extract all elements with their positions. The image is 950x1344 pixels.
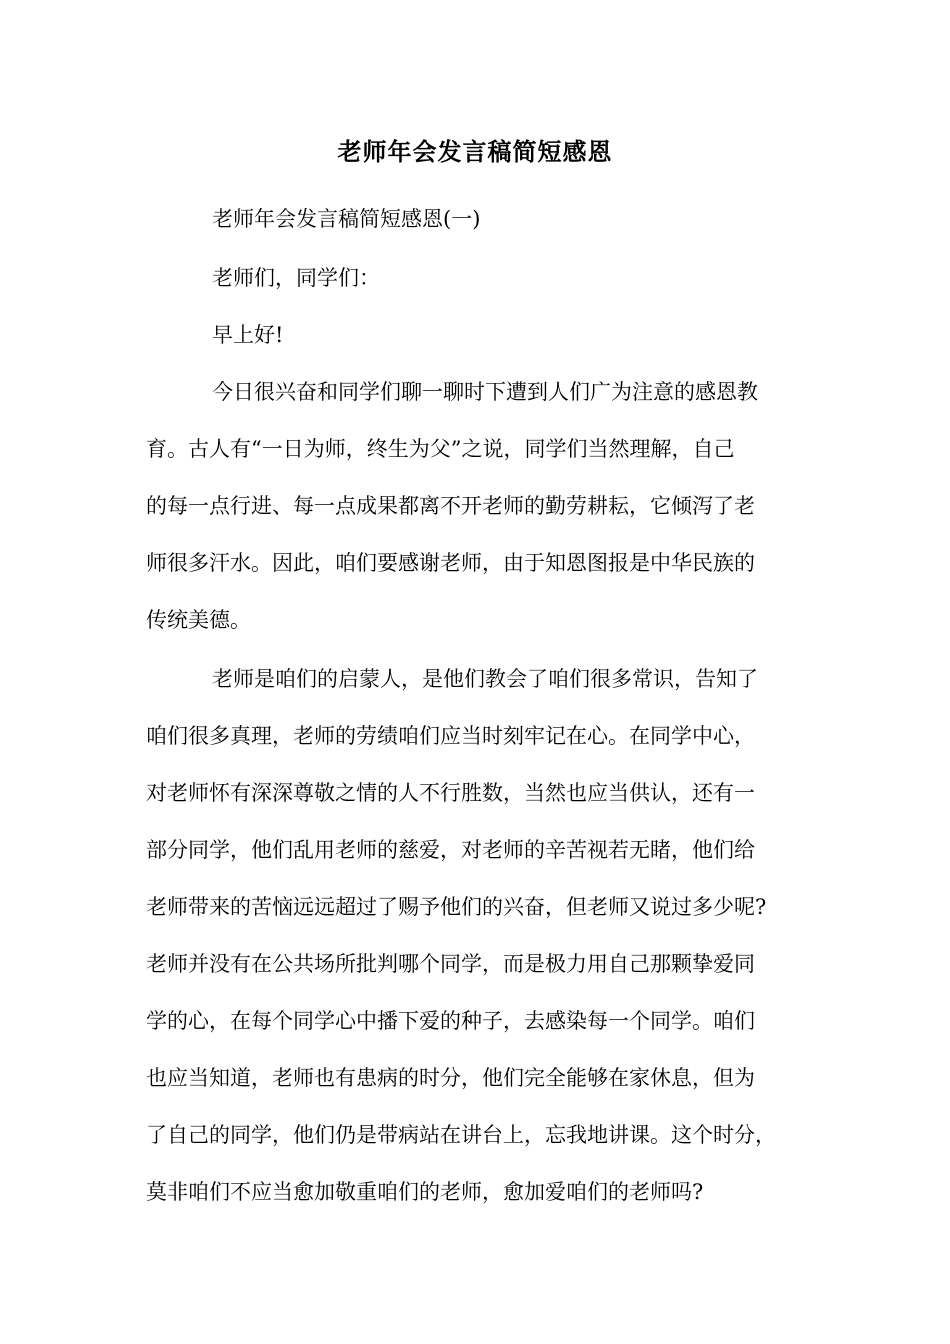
paragraph1-line: 今日很兴奋和同学们聊一聊时下遭到人们广为注意的感恩教 xyxy=(212,380,758,404)
paragraph2-line: 莫非咱们不应当愈加敬重咱们的老师，愈加爱咱们的老师吗? xyxy=(146,1180,704,1204)
paragraph2-line: 咱们很多真理，老师的劳绩咱们应当时刻牢记在心。在同学中心， xyxy=(146,724,755,748)
paragraph2-line: 了自己的同学，他们仍是带病站在讲台上，忘我地讲课。这个时分， xyxy=(146,1123,776,1147)
paragraph2-line: 学的心，在每个同学心中播下爱的种子，去感染每一个同学。咱们 xyxy=(146,1009,755,1033)
paragraph2-line: 部分同学，他们乱用老师的慈爱，对老师的辛苦视若无睹，他们给 xyxy=(146,838,755,862)
paragraph2-line: 也应当知道，老师也有患病的时分，他们完全能够在家休息，但为 xyxy=(146,1066,755,1090)
paragraph1-line: 育。古人有“一日为师，终生为父”之说，同学们当然理解，自己 xyxy=(146,437,735,461)
document-subtitle: 老师年会发言稿简短感恩(一) xyxy=(212,207,481,231)
paragraph2-line: 对老师怀有深深尊敬之情的人不行胜数，当然也应当供认，还有一 xyxy=(146,781,755,805)
paragraph1-line: 传统美德。 xyxy=(146,608,251,632)
salutation: 老师们，同学们： xyxy=(212,266,380,290)
paragraph2-line: 老师是咱们的启蒙人，是他们教会了咱们很多常识，告知了 xyxy=(212,667,758,691)
paragraph2-line: 老师并没有在公共场所批判哪个同学，而是极力用自己那颗挚爱同 xyxy=(146,952,755,976)
paragraph2-line: 老师带来的苦恼远远超过了赐予他们的兴奋，但老师又说过多少呢? xyxy=(146,895,767,919)
greeting: 早上好! xyxy=(212,323,284,347)
paragraph1-line: 的每一点行进、每一点成果都离不开老师的勤劳耕耘，它倾泻了老 xyxy=(146,494,755,518)
paragraph1-line: 师很多汗水。因此，咱们要感谢老师，由于知恩图报是中华民族的 xyxy=(146,551,755,575)
document-title: 老师年会发言稿简短感恩 xyxy=(337,137,613,166)
